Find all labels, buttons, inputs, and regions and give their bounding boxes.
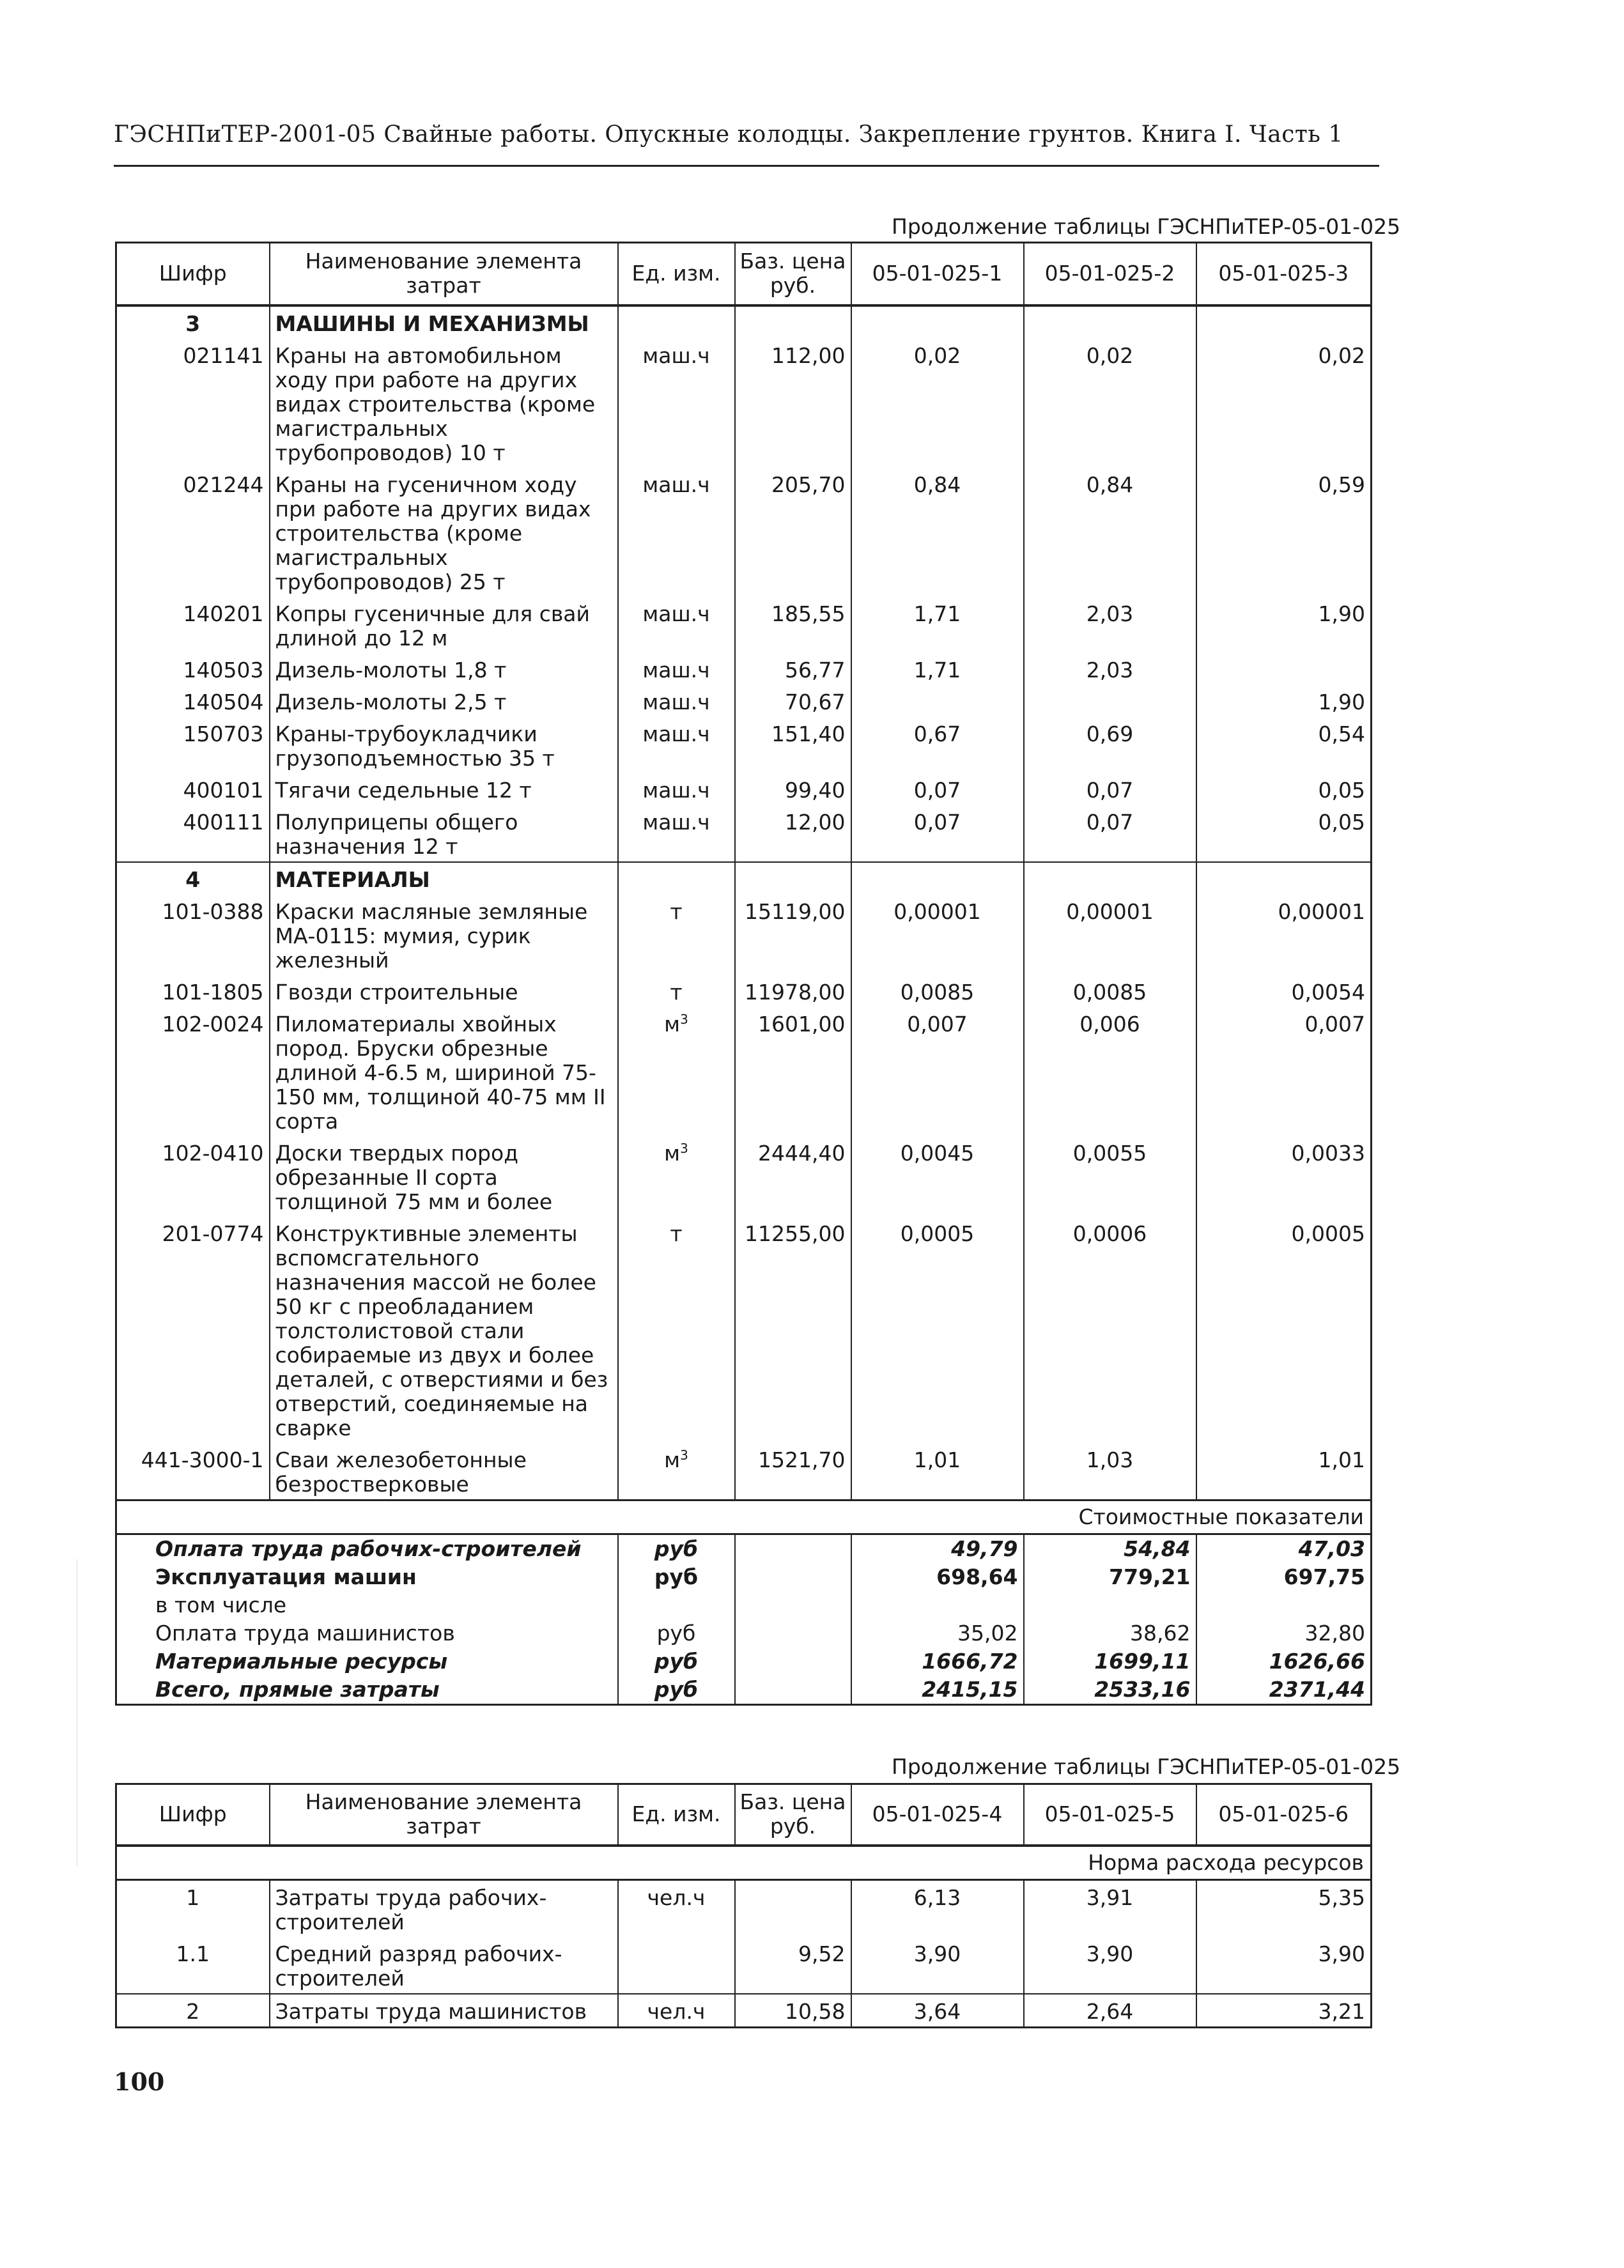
summary-col2: 54,84 [1024,1534,1196,1563]
table-row [116,597,1372,653]
summary-col1: 49,79 [851,1534,1024,1563]
table-row [116,1443,1372,1500]
resource-price: 205,70 [735,468,851,597]
empty-cell [735,1647,851,1676]
summary-col2 [1024,1591,1196,1619]
value-col1: 0,07 [851,805,1024,862]
summary-col2: 1699,11 [1024,1647,1196,1676]
value-col2: 0,69 [1024,717,1196,773]
empty-cell [1196,862,1372,895]
value-col2: 0,0055 [1024,1136,1196,1217]
resource-price: 11255,00 [735,1217,851,1443]
value-col2: 0,07 [1024,805,1196,862]
value-col3: 0,007 [1196,1007,1372,1136]
summary-col1: 698,64 [851,1563,1024,1591]
page-number: 100 [114,2067,165,2096]
resource-name: Копры гусеничные для свай длиной до 12 м [270,597,618,653]
unit-exponent: 3 [680,1140,688,1156]
empty-cell [735,1591,851,1619]
summary-unit: руб [618,1563,735,1591]
resource-price: 112,00 [735,339,851,468]
summary-row [116,1591,1372,1619]
value-col3: 1,90 [1196,685,1372,717]
resource-unit: чел.ч [618,1994,735,2028]
empty-cell [735,862,851,895]
resource-unit: маш.ч [618,773,735,805]
value-col3: 1,01 [1196,1443,1372,1500]
value-col1: 3,64 [851,1994,1024,2028]
header-col1: 05-01-025-1 [851,243,1024,305]
resource-name: Доски твердых пород обрезанные II сорта толщиной 75 мм и более [270,1136,618,1217]
value-col3: 0,0033 [1196,1136,1372,1217]
summary-col1 [851,1591,1024,1619]
value-col3: 0,54 [1196,717,1372,773]
resource-unit [618,975,735,1007]
unit-text: м [664,1447,681,1472]
value-col1: 0,0045 [851,1136,1024,1217]
resource-price: 99,40 [735,773,851,805]
summary-unit: руб [618,1534,735,1563]
resource-name: Затраты труда машинистов [270,1994,618,2028]
resource-unit: маш.ч [618,685,735,717]
value-col1: 0,0005 [851,1217,1024,1443]
table2-header-row [116,1784,1372,1846]
resource-unit: маш.ч [618,597,735,653]
section-row-machines [116,305,1372,339]
empty-cell [735,1563,851,1591]
value-col3: 0,0005 [1196,1217,1372,1443]
section-number: 4 [116,862,270,895]
value-col3: 5,35 [1196,1879,1372,1937]
header-col2: 05-01-025-2 [1024,243,1196,305]
section-title: МАТЕРИАЛЫ [270,862,618,895]
resource-name: Дизель-молоты 1,8 т [270,653,618,685]
value-col2: 0,0085 [1024,975,1196,1007]
table-row [116,653,1372,685]
table-row [116,773,1372,805]
unit-text: т [670,1221,683,1246]
resource-unit: маш.ч [618,468,735,597]
summary-unit [618,1591,735,1619]
unit-text: т [670,979,683,1005]
resource-name: Полуприцепы общего назначения 12 т [270,805,618,862]
resource-code: 201-0774 [116,1217,270,1443]
resource-unit: маш.ч [618,805,735,862]
unit-text: т [670,899,683,924]
value-col2: 0,00001 [1024,895,1196,975]
header-col2: 05-01-025-5 [1024,1784,1196,1846]
resource-name: Краны-трубоукладчики грузоподъемностью 35 т [270,717,618,773]
summary-unit: руб [618,1647,735,1676]
header-col1: 05-01-025-4 [851,1784,1024,1846]
header-code: Шифр [116,1784,270,1846]
empty-cell [735,1534,851,1563]
resource-unit: маш.ч [618,339,735,468]
value-col3 [1196,653,1372,685]
section-row-materials [116,862,1372,895]
resource-code: 102-0024 [116,1007,270,1136]
summary-unit: руб [618,1619,735,1647]
resource-name: Дизель-молоты 2,5 т [270,685,618,717]
cost-band-label: Стоимостные показатели [116,1500,1372,1534]
table-row [116,1007,1372,1136]
table1-caption: Продолжение таблицы ГЭСНПиТЕР-05-01-025 [892,214,1401,239]
value-col3: 0,02 [1196,339,1372,468]
resource-name: Краны на гусеничном ходу при работе на других видах строительства (кроме магистральных трубопроводов) 25 т [270,468,618,597]
value-col3: 3,21 [1196,1994,1372,2028]
resource-code: 101-0388 [116,895,270,975]
value-col2: 1,03 [1024,1443,1196,1500]
running-head: ГЭСНПиТЕР-2001-05 Свайные работы. Опускные колодцы. Закрепление грунтов. Книга I. Часть 1 [114,121,1343,148]
value-col2: 0,0006 [1024,1217,1196,1443]
summary-label: Всего, прямые затраты [155,1676,440,1702]
table1-header-row [116,243,1372,305]
value-col2: 0,07 [1024,773,1196,805]
resource-price: 10,58 [735,1994,851,2028]
summary-label: в том числе [155,1592,287,1617]
resource-price: 151,40 [735,717,851,773]
summary-unit: руб [618,1676,735,1705]
resource-price: 1601,00 [735,1007,851,1136]
header-col3: 05-01-025-3 [1196,243,1372,305]
resource-unit [618,1443,735,1500]
table-row [116,1937,1372,1994]
table-row [116,895,1372,975]
resource-code: 021244 [116,468,270,597]
resource-code: 400101 [116,773,270,805]
header-unit: Ед. изм. [618,243,735,305]
header-price: Баз. цена руб. [735,1784,851,1846]
empty-cell [735,1676,851,1705]
norm-band-row [116,1846,1372,1880]
empty-cell [618,862,735,895]
value-col1: 0,84 [851,468,1024,597]
value-col1 [851,685,1024,717]
summary-col3 [1196,1591,1372,1619]
resource-name: Сваи железобетонные безростверковые [270,1443,618,1500]
value-col1: 0,00001 [851,895,1024,975]
resource-name: Конструктивные элементы вспомсгательного назначения массой не более 50 кг с преобладанием толстолистовой стали собираемые из двух и более деталей, с отверстиями и без отверстий, соединяемые на сварке [270,1217,618,1443]
summary-row [116,1563,1372,1591]
resource-code: 1 [116,1879,270,1937]
resource-code: 021141 [116,339,270,468]
value-col1: 1,01 [851,1443,1024,1500]
resource-unit: чел.ч [618,1879,735,1937]
value-col1: 0,02 [851,339,1024,468]
value-col3: 0,05 [1196,805,1372,862]
table-row [116,468,1372,597]
resource-price: 12,00 [735,805,851,862]
norm-band-label: Норма расхода ресурсов [116,1846,1372,1880]
unit-exponent: 3 [680,1011,688,1027]
header-name: Наименование элемента затрат [270,243,618,305]
value-col3: 0,05 [1196,773,1372,805]
value-col3: 0,0054 [1196,975,1372,1007]
value-col1: 0,67 [851,717,1024,773]
resource-unit [618,1136,735,1217]
resource-code: 140503 [116,653,270,685]
table-row [116,1994,1372,2028]
unit-text: м [664,1011,681,1037]
resource-code: 150703 [116,717,270,773]
value-col3: 0,00001 [1196,895,1372,975]
value-col1: 1,71 [851,653,1024,685]
table-row [116,1879,1372,1937]
value-col2: 3,90 [1024,1937,1196,1994]
value-col3: 3,90 [1196,1937,1372,1994]
summary-label: Материальные ресурсы [155,1648,448,1674]
summary-col2: 38,62 [1024,1619,1196,1647]
value-col1: 0,007 [851,1007,1024,1136]
unit-exponent: 3 [680,1447,688,1463]
resource-table-1 [115,242,1372,1706]
resource-code: 2 [116,1994,270,2028]
table2-caption: Продолжение таблицы ГЭСНПиТЕР-05-01-025 [892,1754,1401,1779]
resource-price: 11978,00 [735,975,851,1007]
resource-price: 2444,40 [735,1136,851,1217]
value-col2: 0,02 [1024,339,1196,468]
resource-code: 400111 [116,805,270,862]
value-col2: 0,006 [1024,1007,1196,1136]
value-col2: 2,03 [1024,653,1196,685]
resource-code: 102-0410 [116,1136,270,1217]
unit-text: м [664,1140,681,1166]
head-rule [114,165,1379,167]
section-number: 3 [116,305,270,339]
table-row [116,975,1372,1007]
table-row [116,805,1372,862]
empty-cell [851,862,1024,895]
value-col3: 1,90 [1196,597,1372,653]
summary-label: Оплата труда машинистов [155,1620,455,1646]
value-col1: 3,90 [851,1937,1024,1994]
header-price: Баз. цена руб. [735,243,851,305]
resource-unit [618,895,735,975]
table-row [116,685,1372,717]
resource-unit [618,1937,735,1994]
summary-row [116,1619,1372,1647]
summary-label: Эксплуатация машин [155,1564,417,1589]
value-col1: 0,0085 [851,975,1024,1007]
value-col2: 3,91 [1024,1879,1196,1937]
summary-row [116,1676,1372,1705]
resource-name: Затраты труда рабочих-строителей [270,1879,618,1937]
summary-col1: 35,02 [851,1619,1024,1647]
resource-code: 441-3000-1 [116,1443,270,1500]
resource-code: 140504 [116,685,270,717]
resource-price: 185,55 [735,597,851,653]
value-col1: 0,07 [851,773,1024,805]
resource-name: Краны на автомобильном ходу при работе на других видах строительства (кроме магистральных трубопроводов) 10 т [270,339,618,468]
summary-col3: 2371,44 [1196,1676,1372,1705]
resource-unit [618,1007,735,1136]
header-col3: 05-01-025-6 [1196,1784,1372,1846]
value-col3: 0,59 [1196,468,1372,597]
resource-name: Краски масляные земляные МА-0115: мумия, сурик железный [270,895,618,975]
empty-cell [1024,862,1196,895]
summary-col3: 32,80 [1196,1619,1372,1647]
resource-price: 15119,00 [735,895,851,975]
resource-code: 140201 [116,597,270,653]
resource-table-2 [115,1783,1372,2028]
value-col2 [1024,685,1196,717]
resource-price: 70,67 [735,685,851,717]
value-col2: 2,03 [1024,597,1196,653]
value-col1: 6,13 [851,1879,1024,1937]
table-row [116,717,1372,773]
summary-col2: 779,21 [1024,1563,1196,1591]
header-name: Наименование элемента затрат [270,1784,618,1846]
table-row [116,339,1372,468]
summary-col2: 2533,16 [1024,1676,1196,1705]
value-col1: 1,71 [851,597,1024,653]
value-col2: 2,64 [1024,1994,1196,2028]
resource-code: 1.1 [116,1937,270,1994]
resource-unit: маш.ч [618,717,735,773]
summary-col3: 1626,66 [1196,1647,1372,1676]
resource-price: 9,52 [735,1937,851,1994]
header-code: Шифр [116,243,270,305]
section-title: МАШИНЫ И МЕХАНИЗМЫ [270,305,618,339]
resource-price: 1521,70 [735,1443,851,1500]
resource-code: 101-1805 [116,975,270,1007]
summary-col3: 697,75 [1196,1563,1372,1591]
summary-row [116,1647,1372,1676]
resource-unit [618,1217,735,1443]
resource-unit: маш.ч [618,653,735,685]
table-row [116,1136,1372,1217]
header-unit: Ед. изм. [618,1784,735,1846]
resource-name: Пиломатериалы хвойных пород. Бруски обрезные длиной 4-6.5 м, шириной 75-150 мм, толщиной 40-75 мм II сорта [270,1007,618,1136]
summary-label: Оплата труда рабочих-строителей [155,1536,582,1561]
resource-name: Тягачи седельные 12 т [270,773,618,805]
cost-band-row [116,1500,1372,1534]
resource-name: Средний разряд рабочих-строителей [270,1937,618,1994]
summary-col1: 1666,72 [851,1647,1024,1676]
value-col2: 0,84 [1024,468,1196,597]
resource-name: Гвозди строительные [270,975,618,1007]
table-row [116,1217,1372,1443]
summary-row [116,1534,1372,1563]
resource-price: 56,77 [735,653,851,685]
empty-cell [735,1619,851,1647]
resource-price [735,1879,851,1937]
summary-col1: 2415,15 [851,1676,1024,1705]
summary-col3: 47,03 [1196,1534,1372,1563]
